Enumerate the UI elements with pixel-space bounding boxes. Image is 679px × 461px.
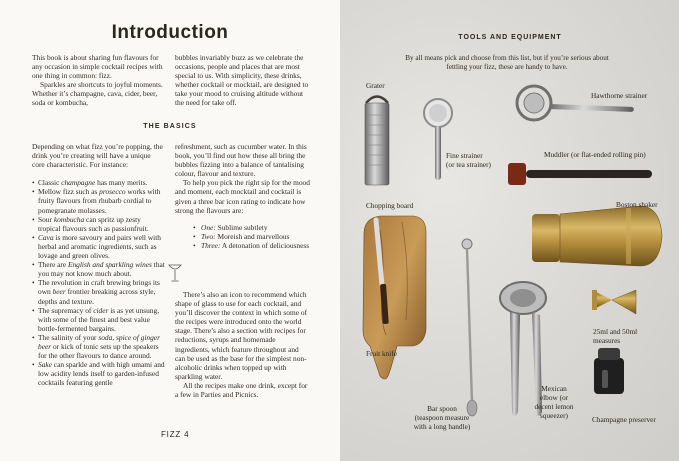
basics-column-b-lower — [175, 290, 310, 399]
basics-lead: Depending on what fizz you’re popping, the drink you’re creating will have a unique core characteristic. For instance: — [32, 142, 163, 170]
bullet-emphasis: Cava — [38, 232, 54, 242]
label-mexican-elbow-3: decent lemon — [534, 402, 574, 411]
bullet-text: works with fruity flavours from rhubarb cordial to pomegranate molasses. — [38, 187, 161, 215]
intro-paragraph-2: Sparkles are shortcuts to joyful moments. Whether it’s champagne, cava, cider, beer, soda or kombucha, — [32, 80, 163, 108]
rating-item — [193, 241, 310, 250]
label-fruit-knife: Fruit knife — [366, 349, 398, 358]
bullet-text: Mellow fizz such as — [38, 187, 100, 197]
rating-level: Two: — [201, 231, 216, 241]
bullet-text: has many merits. — [95, 178, 148, 188]
basics-paragraph-1: refreshment, such as cucumber water. In this book, you’ll find out how these all bring the bubbles fizzing into a balance of tantalising colour, flavour and texture. — [175, 142, 307, 179]
bullet-text: The salinity of your — [38, 332, 99, 342]
fizz-bullet-item — [32, 260, 165, 278]
bullet-text: that you may not know much about. — [38, 260, 165, 279]
label-fine-strainer-note: (or tea strainer) — [446, 160, 491, 169]
rating-item — [193, 223, 310, 232]
bullet-text: There are — [38, 260, 68, 270]
champagne-preserver-photo — [594, 348, 624, 394]
basics-paragraph-3: There’s also an icon to recommend which shape of glass to use for each cocktail, and you’ll discover the context in which some of the recipes were introduced onto the world stage. There’s also a section with recipes for reductions, syrups and homemade ingredients, which feature throughout and can be used as the base for the simplest non-alcoholic drinks when topped up with sparkling water. — [175, 290, 307, 381]
label-bar-spoon: Bar spoon — [427, 404, 457, 413]
fizz-bullet-item — [32, 178, 165, 187]
bullet-text: is as yet unsung, with some of the finest and best value bottle-fermented bargains. — [38, 305, 160, 333]
fizz-bullet-item — [32, 215, 165, 233]
tools-heading: TOOLS AND EQUIPMENT — [458, 34, 562, 41]
rating-description: Moreish and marvellous — [215, 231, 290, 241]
right-page — [340, 0, 679, 461]
label-chopping-board: Chopping board — [366, 201, 414, 210]
label-bar-spoon-3: with a long handle) — [413, 422, 471, 431]
label-boston-shaker: Boston shaker — [616, 200, 658, 209]
bullet-text: is more savoury and pairs well with herbal and aromatic ingredients, such as lovage and green olives. — [38, 232, 161, 261]
bullet-emphasis: champagne — [61, 178, 96, 188]
bullet-text: Sour — [38, 214, 54, 224]
bullet-text: or kick of tonic sets up the speakers for the other flavours to dance around. — [38, 341, 159, 361]
bullet-emphasis: kombucha — [53, 214, 85, 224]
label-grater: Grater — [366, 81, 385, 90]
page-title: Introduction — [111, 22, 229, 43]
rating-level: Three: — [201, 240, 221, 250]
fizz-bullet-item — [32, 360, 165, 387]
fizz-bullet-item — [32, 233, 165, 260]
fizz-bullet-item — [32, 306, 165, 333]
jigger-photo — [592, 290, 636, 314]
bullet-emphasis: beer — [52, 287, 66, 297]
bullet-text: The supremacy of — [38, 305, 94, 315]
rating-description: A detonation of deliciousness — [220, 240, 310, 250]
bar-spoon-photo — [462, 239, 477, 416]
basics-paragraph-2: To help you pick the right sip for the mood and moment, each mocktail and cocktail is given a three bar icon rating to indicate how strong the flavours are: — [175, 178, 310, 215]
fizz-bullet-item — [32, 278, 165, 305]
label-mexican-elbow-2: elbow (or — [539, 393, 569, 402]
coupe-glass-icon — [168, 262, 182, 284]
bullet-text: Classic — [38, 178, 62, 188]
label-bar-spoon-2: (teaspoon measure — [414, 413, 470, 422]
tools-intro: By all means pick and choose from this list, but if you’re serious about fettling your fizz, these are handy to have. — [405, 54, 609, 71]
label-fine-strainer: Fine strainer — [446, 151, 483, 160]
label-mexican-elbow: Mexican — [541, 384, 567, 393]
fizz-bullet-list — [32, 178, 165, 387]
label-muddler: Muddler (or flat-ended rolling pin) — [544, 150, 646, 159]
label-champagne-preserver: Champagne preserver — [592, 415, 656, 424]
label-hawthorne-strainer: Hawthorne strainer — [591, 91, 648, 100]
rating-item — [193, 232, 310, 241]
bullet-emphasis: Sake — [38, 360, 52, 370]
intro-column-a — [32, 53, 165, 108]
rating-level: One: — [201, 222, 216, 232]
basics-column-b — [175, 142, 310, 258]
bullet-emphasis: cider — [93, 305, 109, 315]
bullet-text: frontier breaking across style, depths and texture. — [38, 287, 156, 306]
bullet-emphasis: English and sparkling wines — [67, 260, 152, 270]
bullet-text: The revolution in craft brewing brings its own — [38, 278, 160, 297]
grater-photo — [365, 97, 389, 186]
rating-description: Sublime subtlety — [215, 222, 268, 232]
basics-heading: THE BASICS — [143, 123, 197, 130]
intro-paragraph-3: bubbles invariably buzz as we celebrate the occasions, people and places that are most special to us. With simplicity, these drinks, whether cocktail or mocktail, are designed to take your mood to cruising altitude without the need for take off. — [175, 53, 309, 108]
boston-shaker-photo — [532, 206, 662, 266]
label-mexican-elbow-4: squeezer) — [540, 411, 568, 420]
label-jigger-note: measures — [593, 336, 621, 345]
intro-paragraph-1: This book is about sharing fun flavours for any occasion in simple cocktail recipes with one thing in common: fizz. — [32, 53, 163, 81]
label-jigger: 25ml and 50ml — [593, 327, 638, 336]
bullet-text: can sparkle and with high umami and low acidity lends itself to garden-infused cocktails featuring gentle — [38, 360, 165, 388]
fizz-bullet-item — [32, 333, 165, 360]
page-folio: FIZZ 4 — [161, 430, 190, 439]
bullet-emphasis: prosecco — [99, 187, 126, 197]
basics-column-a — [32, 142, 165, 387]
bullet-text: can spritz up zesty tropical flavours such as passionfruit. — [38, 214, 149, 233]
intro-column-b — [175, 53, 310, 108]
bullet-emphasis: soda, spice of ginger beer — [38, 332, 160, 351]
muddler-photo — [508, 163, 652, 185]
basics-paragraph-4: All the recipes make one drink, except for a few in Parties and Picnics. — [175, 380, 308, 400]
strength-rating-list — [175, 223, 310, 250]
fizz-bullet-item — [32, 187, 165, 214]
